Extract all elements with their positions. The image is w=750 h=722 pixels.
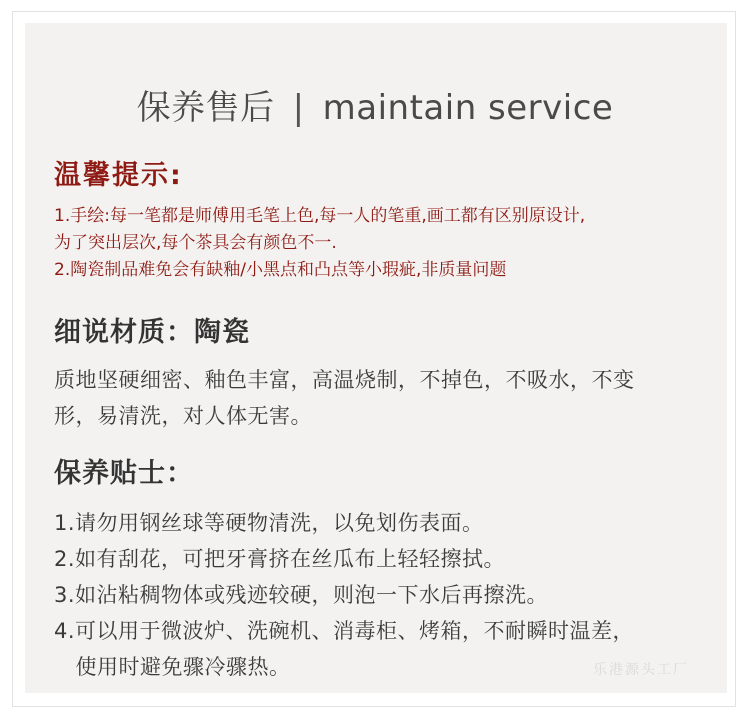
care-tips-heading: 保养贴士：	[54, 458, 194, 489]
title-chinese: 保养售后	[136, 88, 275, 128]
tip-line-3: 2.陶瓷制品难免会有缺釉/小黑点和凸点等小瑕疵,非质量问题	[54, 260, 507, 280]
tip-line-2: 为了突出层次,每个茶具会有颜色不一.	[54, 233, 337, 253]
material-heading: 细说材质：陶瓷	[54, 317, 250, 348]
care-line-1: 1.请勿用钢丝球等硬物清洗，以免划伤表面。	[54, 511, 484, 535]
material-line-1: 质地坚硬细密、釉色丰富，高温烧制，不掉色，不吸水，不变	[54, 368, 635, 392]
care-line-3: 3.如沾粘稠物体或残迹较硬，则泡一下水后再擦洗。	[54, 583, 549, 607]
material-line-2: 形，易清洗，对人体无害。	[54, 404, 312, 428]
tip-line-1: 1.手绘:每一笔都是师傅用毛笔上色,每一人的笔重,画工都有区别原设计,	[54, 206, 586, 226]
care-line-4: 4.可以用于微波炉、洗碗机、消毒柜、烤箱，不耐瞬时温差，	[54, 619, 635, 643]
watermark: 乐港源头工厂	[593, 662, 689, 678]
warm-tips-heading: 温馨提示:	[54, 160, 183, 191]
care-line-2: 2.如有刮花，可把牙膏挤在丝瓜布上轻轻擦拭。	[54, 547, 506, 571]
title-english: maintain service	[322, 88, 614, 128]
care-line-5: 使用时避免骤冷骤热。	[54, 655, 291, 679]
page-title	[0, 80, 750, 129]
title-separator: |	[292, 88, 305, 128]
